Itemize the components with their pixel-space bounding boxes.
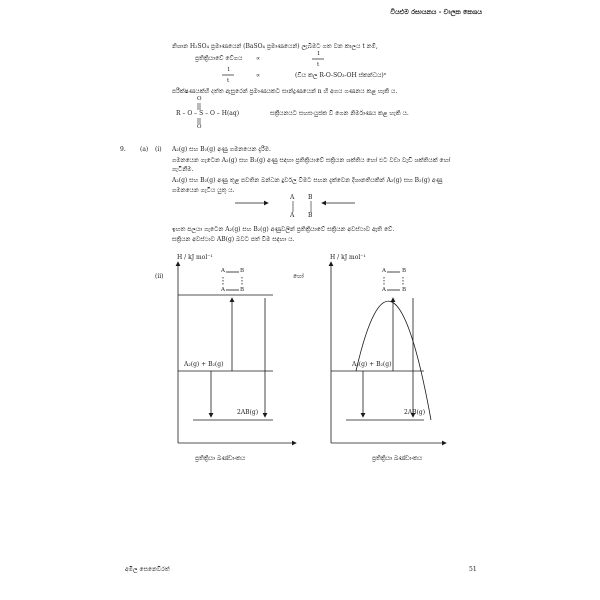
proportional-symbol: ∝ (256, 72, 261, 79)
right-graph (331, 262, 446, 443)
or-text: හෝ (293, 273, 304, 280)
y-axis-label: H / kJ mol⁻¹ (177, 254, 213, 261)
rate-label: ප්‍රතික්‍රියාවේ වේගය (195, 55, 243, 62)
ts-atom: B (402, 287, 407, 293)
ts-atom: A (221, 287, 225, 293)
text-line: A₂(g) සහ B₂(g) අණු ගමනයෙන දැරීම. (172, 146, 271, 153)
energy-profile-curve (356, 301, 431, 420)
structure-oxygen-bottom: O (197, 124, 202, 130)
collision-atom: A (290, 212, 295, 219)
collision-atom: B (308, 194, 313, 201)
subpart-label: (i) (155, 146, 162, 153)
proportional-symbol: ∝ (256, 55, 261, 62)
structure-formula: R – O – S – O – H(aq) (176, 110, 240, 117)
x-axis-label: ප්‍රතික්‍රියා ඛණ්ඩාංකය (372, 455, 423, 462)
text-line: ඉහත පලයා ගැටෙන A₂(g) සහ B₂(g) අණුවලින් ප්‍රතික්‍රියාවේ සක්‍රියන අවස්ථාව ඇති වේ. (172, 226, 395, 233)
reactants-label: A₂(g) + B₂(g) (352, 361, 392, 368)
ts-atom: B (240, 287, 245, 293)
text-line: නිශාන H₂SO₄ ප්‍රමාණයෙන් (BaSO₄ ප්‍රමාණයෙන්) ලැබීමට ගත වන කාලය t නම්, (172, 43, 378, 50)
text-line: සක්‍රීයනයට සහසංයුජක වී ගෙන නිර්මාණය කළ හැකි ය. (270, 110, 409, 117)
text-line: සක්‍රියන අවස්ථාව AB(g) බවට පත් වීම සඳහා ය. (172, 236, 295, 243)
y-axis-label: H / kJ mol⁻¹ (330, 254, 366, 261)
structure-double-bonds (198, 103, 200, 124)
structure-oxygen-top: O (197, 96, 202, 102)
ts-atom: A (382, 287, 386, 293)
text-line: ගමනයෙන ගැටිය යුතු ය. (172, 187, 235, 194)
ts-atom: A (382, 268, 386, 274)
fraction-numerator: 1 (227, 67, 231, 73)
subpart-label: (ii) (155, 273, 164, 280)
collision-atom: B (308, 212, 313, 219)
fraction-numerator: 1 (317, 51, 321, 57)
fraction-denominator: t (317, 62, 320, 68)
page-number: 51 (469, 566, 477, 573)
products-label: 2AB(g) (237, 409, 259, 416)
x-axis-label: ප්‍රතික්‍රියා ඛණ්ඩාංකය (195, 455, 246, 462)
reactants-label: A₂(g) + B₂(g) (184, 361, 224, 368)
ts-atom: A (221, 268, 225, 274)
part-label: (a) (140, 146, 149, 153)
products-label: 2AB(g) (404, 409, 426, 416)
text-line: A₂(g) සහ B₂(g) අණු තුළ පවතින බන්ධන දුර්වල වීමට සහන දැක්වෙන දිශානතියකින් A₂(g) සහ B₂(g) අණු (172, 177, 443, 184)
question-number: 9. (120, 146, 126, 153)
running-header: වියළුම රසායනය - චාලක කෙශය (390, 8, 482, 16)
text-line: පරීක්ෂණයක්හි දත්ත ඇසුරෙන් ප්‍රමාණයකට සාන්ද්‍රණයෙන් n හි අගය ගණනය කළ හැකි ය. (172, 88, 398, 95)
ts-atom: B (402, 268, 407, 274)
collision-atom: A (290, 194, 295, 201)
ts-atom: B (240, 268, 245, 274)
footer-author: අමිල සෙනෙවිරත් (125, 566, 170, 573)
text-line: ගැටිනීම. (172, 166, 194, 173)
rate-expression: (ඩිය කල R-O-SO₃-OH ස්කන්ධය)ⁿ (295, 72, 387, 79)
fraction-denominator: t (227, 78, 230, 84)
text-line: ගමනයෙන ගැටෙන A₂(g) සහ B₂(g) අණු සඳහා ප්‍රතික්‍රියාවේ සක්‍රියන ශක්තිය හෝ එට වඩා වැඩි ශක්තියක් හෝ (172, 157, 451, 164)
left-graph (178, 262, 296, 443)
